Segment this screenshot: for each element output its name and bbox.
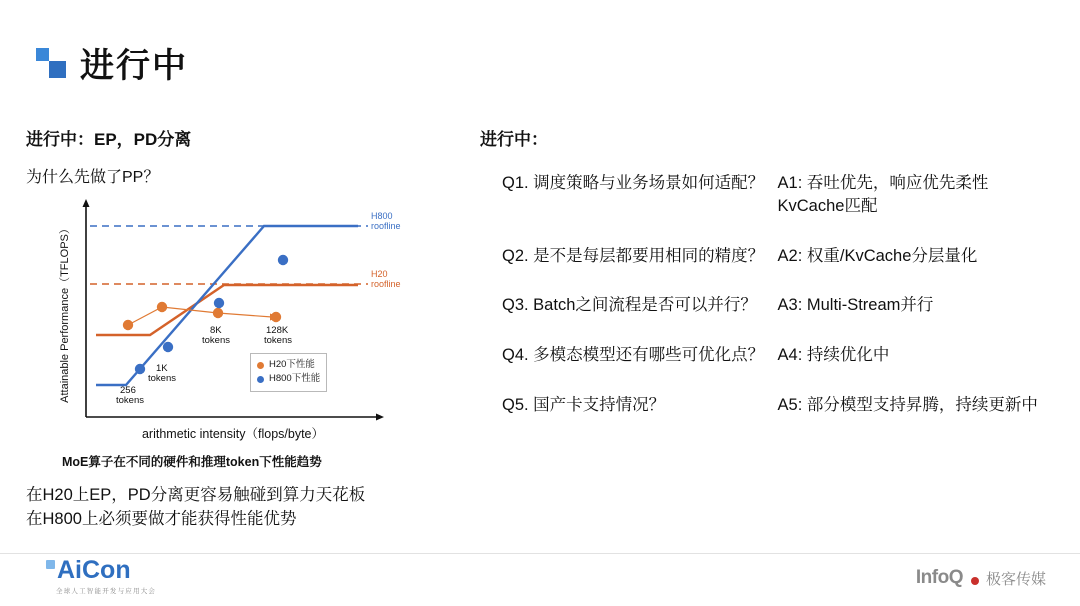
infoq-dot-icon (971, 577, 979, 585)
chart-caption: MoE算子在不同的硬件和推理token下性能趋势 (62, 455, 322, 469)
svg-text:1K: 1K (156, 363, 168, 374)
aicon-logo-subtitle: 全球人工智能开发与应用大会 (56, 588, 157, 595)
left-note (26, 484, 456, 532)
chart-legend (250, 353, 327, 392)
qa-question: Q2. 是不是每层都要用相同的精度？ (502, 246, 765, 265)
aicon-logo-text (46, 558, 156, 583)
qa-question: Q4. 多模态模型还有哪些可优化点？ (502, 346, 765, 365)
qa-answer: A1: 吞吐优先，响应优先柔性KvCache匹配 (777, 174, 989, 215)
legend-label-h20: H20下性能 (269, 359, 315, 370)
page-title: 进行中 (80, 47, 188, 85)
svg-text:H20: H20 (371, 269, 388, 279)
qa-question: Q3. Batch之间流程是否可以并行？ (502, 296, 757, 315)
legend-label-h800: H800下性能 (269, 373, 321, 385)
left-note-line-1: 在H20上EP，PD分离更容易触碰到算力天花板 (26, 486, 366, 504)
title-bullet-icon (36, 48, 66, 78)
svg-text:tokens: tokens (116, 395, 144, 406)
right-column (480, 125, 1050, 444)
infoq-logo (916, 567, 1046, 589)
qa-answer: A4: 持续优化中 (777, 346, 890, 365)
svg-text:tokens: tokens (148, 373, 176, 384)
svg-text:roofline: roofline (371, 279, 401, 289)
qa-answer: A2: 权重/KvCache分层量化 (777, 246, 978, 265)
left-note-line-2: 在H800上必须要做才能获得性能优势 (26, 509, 297, 528)
aicon-dot-icon (46, 560, 55, 569)
qa-table (480, 172, 1050, 444)
svg-text:tokens: tokens (264, 335, 292, 346)
geek-media-label: 极客传媒 (985, 570, 1046, 588)
qa-answer: A3: Multi-Stream并行 (777, 296, 934, 315)
table-row (480, 245, 1050, 295)
roofline-chart (28, 195, 408, 450)
svg-text:tokens: tokens (202, 335, 230, 346)
qa-question: Q5. 国产卡支持情况？ (502, 395, 666, 414)
qa-question: Q1. 调度策略与业务场景如何适配？ (502, 174, 765, 192)
table-row (480, 344, 1050, 394)
svg-text:128K: 128K (266, 325, 289, 336)
svg-text:8K: 8K (210, 325, 222, 336)
table-row (480, 172, 1050, 245)
footer-divider (0, 553, 1080, 554)
left-question: 为什么先做了PP？ (26, 169, 160, 186)
qa-answer: A5: 部分模型支持昇腾，持续更新中 (777, 395, 1038, 414)
left-section-heading: 进行中：EP，PD分离 (26, 130, 192, 149)
svg-text:Attainable Performance（TFLOPS）: Attainable Performance（TFLOPS） (59, 223, 71, 403)
slide-title-row (36, 38, 188, 87)
legend-item-h800 (257, 372, 320, 386)
svg-text:arithmetic intensity（flops/byt: arithmetic intensity（flops/byte） (141, 427, 325, 441)
infoq-logo-label: InfoQ (915, 567, 963, 588)
aicon-logo (46, 558, 156, 595)
table-row (480, 294, 1050, 344)
svg-text:H800: H800 (371, 211, 393, 221)
svg-text:roofline: roofline (371, 221, 401, 231)
svg-text:256: 256 (120, 385, 136, 396)
right-section-heading: 进行中： (480, 130, 548, 149)
legend-item-h20 (257, 358, 320, 372)
table-row (480, 394, 1050, 444)
left-column (26, 125, 456, 532)
aicon-logo-label: AiCon (57, 556, 131, 584)
roofline-chart-svg (28, 195, 408, 450)
